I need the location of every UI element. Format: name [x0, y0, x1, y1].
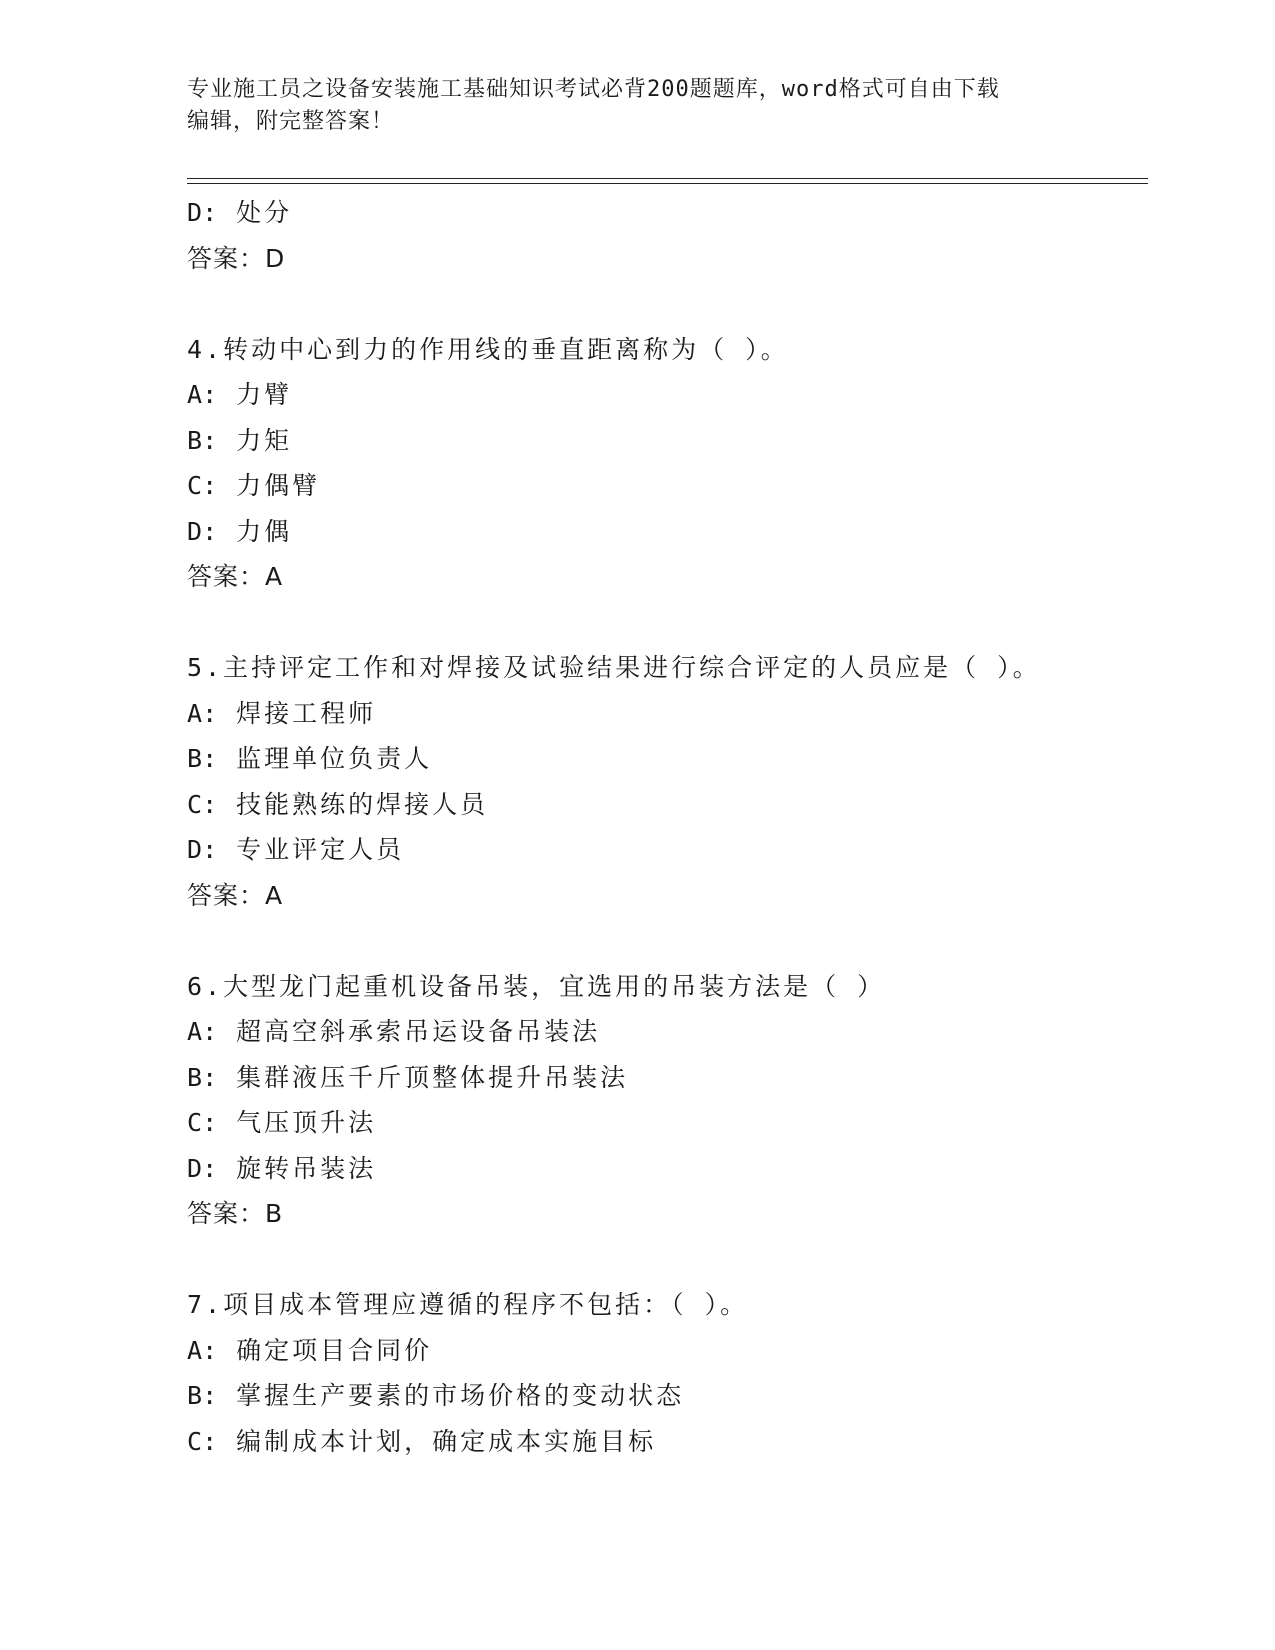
option-text: 编制成本计划，确定成本实施目标 — [236, 1426, 657, 1456]
option-text: 监理单位负责人 — [236, 744, 433, 773]
header-line-1: 专业施工员之设备安装施工基础知识考试必背200题题库，word格式可自由下载 — [187, 77, 1000, 102]
option-d: D: 处分 — [187, 198, 293, 227]
answer-line: 答案：A — [187, 880, 284, 910]
option-a: A: 确定项目合同价 — [187, 1335, 433, 1365]
header-line-2: 编辑，附完整答案！ — [187, 109, 395, 134]
option-text: 力偶臂 — [236, 471, 321, 500]
question-3-tail — [187, 190, 1147, 281]
header-rule-top — [187, 178, 1148, 179]
option-c: C: 气压顶升法 — [187, 1108, 377, 1137]
option-d: D: 旋转吊装法 — [187, 1153, 377, 1183]
option-text: 处分 — [236, 198, 293, 227]
option-d: D: 力偶 — [187, 516, 293, 546]
question-7 — [187, 1282, 1147, 1464]
option-c: C: 编制成本计划，确定成本实施目标 — [187, 1426, 657, 1456]
option-d: D: 专业评定人员 — [187, 835, 405, 864]
option-c: C: 力偶臂 — [187, 471, 321, 500]
option-text: 专业评定人员 — [236, 835, 405, 864]
answer-line: 答案：D — [187, 243, 286, 273]
document-header — [187, 74, 1087, 138]
option-b: B: 监理单位负责人 — [187, 744, 433, 773]
option-text: 力偶 — [236, 516, 293, 546]
question-5 — [187, 645, 1147, 918]
question-list — [187, 190, 1147, 1464]
option-a: A: 超高空斜承索吊运设备吊装法 — [187, 1017, 601, 1046]
question-4 — [187, 327, 1147, 600]
option-text: 确定项目合同价 — [236, 1335, 433, 1365]
answer-line: 答案：B — [187, 1199, 284, 1228]
option-b: B: 集群液压千斤顶整体提升吊装法 — [187, 1062, 629, 1092]
option-text: 集群液压千斤顶整体提升吊装法 — [236, 1062, 629, 1092]
question-stem: 7.项目成本管理应遵循的程序不包括：（ ）。 — [187, 1290, 749, 1319]
question-stem: 4.转动中心到力的作用线的垂直距离称为（ ）。 — [187, 334, 789, 364]
option-c: C: 技能熟练的焊接人员 — [187, 789, 489, 819]
option-b: B: 力矩 — [187, 425, 293, 455]
option-text: 气压顶升法 — [236, 1108, 377, 1137]
option-a: A: 焊接工程师 — [187, 698, 377, 728]
question-6 — [187, 964, 1147, 1237]
answer-line: 答案：A — [187, 562, 284, 591]
option-b: B: 掌握生产要素的市场价格的变动状态 — [187, 1381, 685, 1410]
question-stem: 6.大型龙门起重机设备吊装，宜选用的吊装方法是（ ） — [187, 971, 886, 1001]
option-text: 超高空斜承索吊运设备吊装法 — [236, 1017, 601, 1046]
option-text: 技能熟练的焊接人员 — [236, 789, 489, 819]
option-text: 力臂 — [236, 380, 293, 409]
option-text: 掌握生产要素的市场价格的变动状态 — [236, 1381, 685, 1410]
option-text: 焊接工程师 — [236, 698, 377, 728]
option-a: A: 力臂 — [187, 380, 293, 409]
header-rule-bottom — [187, 183, 1148, 184]
question-stem: 5.主持评定工作和对焊接及试验结果进行综合评定的人员应是（ ）。 — [187, 653, 1041, 682]
option-text: 旋转吊装法 — [236, 1153, 377, 1183]
option-text: 力矩 — [236, 425, 293, 455]
